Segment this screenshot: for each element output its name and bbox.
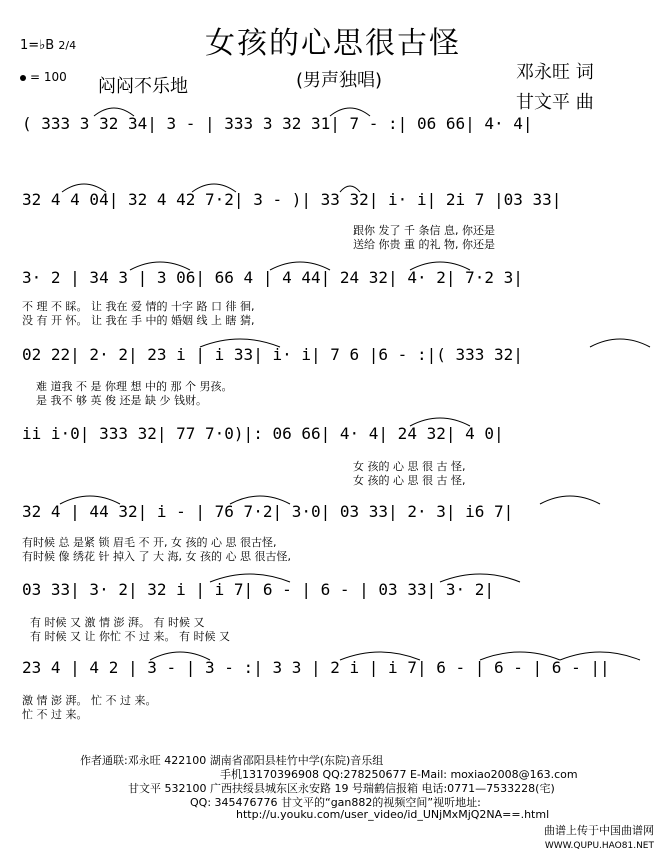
lyric-line: 跟你 发了 千 条信 息, 你还是 [353, 224, 495, 237]
footer-line: 甘文平 532100 广西扶绥县城东区永安路 19 号瑞鹤信报箱 电话:0771—7533228(宅) [128, 782, 555, 795]
time-signature: 2/4 [58, 39, 77, 52]
lyric-line: 激 情 澎 湃。 忙 不 过 来。 [22, 694, 157, 707]
lyric-line: 有时候 像 绣花 针 掉入 了 大 海, 女 孩的 心 思 很古怪, [22, 550, 291, 563]
site-watermark: 曲谱上传于中国曲谱网 [544, 824, 654, 837]
lyric-line: 有 时候 又 激 情 澎 湃。 有 时候 又 [30, 616, 205, 629]
lyric-line: 送给 你贵 重 的礼 物, 你还是 [353, 238, 495, 251]
composer-credit: 甘文平 曲 [516, 92, 594, 113]
notation-row: ii i·0| 333 32| 77 7·0)|: 06 66| 4· 4| 24 32| 4 0| [22, 424, 504, 443]
lyric-line: 难 道我 不 是 你理 想 中的 那 个 男孩。 [36, 380, 233, 393]
song-title: 女孩的心思很古怪 [205, 26, 461, 61]
lyric-line: 女 孩的 心 思 很 古 怪, [353, 474, 466, 487]
subtitle: (男声独唱) [296, 70, 383, 91]
footer-line: 手机13170396908 QQ:278250677 E-Mail: moxiao2008@163.com [220, 768, 578, 781]
tempo-value: = 100 [30, 70, 67, 84]
lyric-line: 忙 不 过 来。 [22, 708, 88, 721]
lyric-line: 是 我不 够 英 俊 还是 缺 少 钱财。 [36, 394, 207, 407]
notation-row: 3· 2 | 34 3 | 3 06| 66 4 | 4 44| 24 32| 4· 2| 7·2 3| [22, 268, 523, 287]
lyric-line: 女 孩的 心 思 很 古 怪, [353, 460, 466, 473]
key-label: 1=♭B [20, 38, 55, 53]
notation-row: ( 333 3 32 34| 3 - | 333 3 32 31| 7 - :| 06 66| 4· 4| [22, 114, 533, 133]
footer-line: http://u.youku.com/user_video/id_UNjMxMjQ2NA==.html [236, 808, 550, 821]
footer-line: 作者通联:邓永旺 422100 湖南省邵阳县桂竹中学(东院)音乐组 [80, 754, 384, 767]
lyricist-credit: 邓永旺 词 [516, 62, 594, 83]
lyric-line: 没 有 开 怀。 让 我在 手 中的 婚姻 线 上 瞎 猜, [22, 314, 255, 327]
notation-row: 03 33| 3· 2| 32 i | i 7| 6 - | 6 - | 03 33| 3· 2| [22, 580, 495, 599]
site-watermark-url: WWW.QUPU.HAO81.NET [544, 841, 654, 851]
expression-marking: 闷闷不乐地 [98, 76, 188, 97]
notation-row: 32 4 | 44 32| i - | 76 7·2| 3·0| 03 33| 2· 3| i6 7| [22, 502, 514, 521]
lyric-line: 有时候 总 是紧 锁 眉毛 不 开, 女 孩的 心 思 很古怪, [22, 536, 277, 549]
lyric-line: 不 理 不 睬。 让 我在 爱 情的 十字 路 口 徘 徊, [22, 300, 255, 313]
notation-row: 02 22| 2· 2| 23 i | i 33| i· i| 7 6 |6 - :|( 333 32| [22, 345, 523, 364]
lyric-line: 有 时候 又 让 你忙 不 过 来。 有 时候 又 [30, 630, 230, 643]
footer-line: QQ: 345476776 甘文平的“gan882的视频空间”视听地址: [190, 796, 481, 809]
notation-row: 23 4 | 4 2 | 3 - | 3 - :| 3 3 | 2 i | i 7| 6 - | 6 - | 6 - || [22, 658, 610, 677]
notation-row: 32 4 4 04| 32 4 42 7·2| 3 - )| 33 32| i· i| 2i 7 |03 33| [22, 190, 562, 209]
